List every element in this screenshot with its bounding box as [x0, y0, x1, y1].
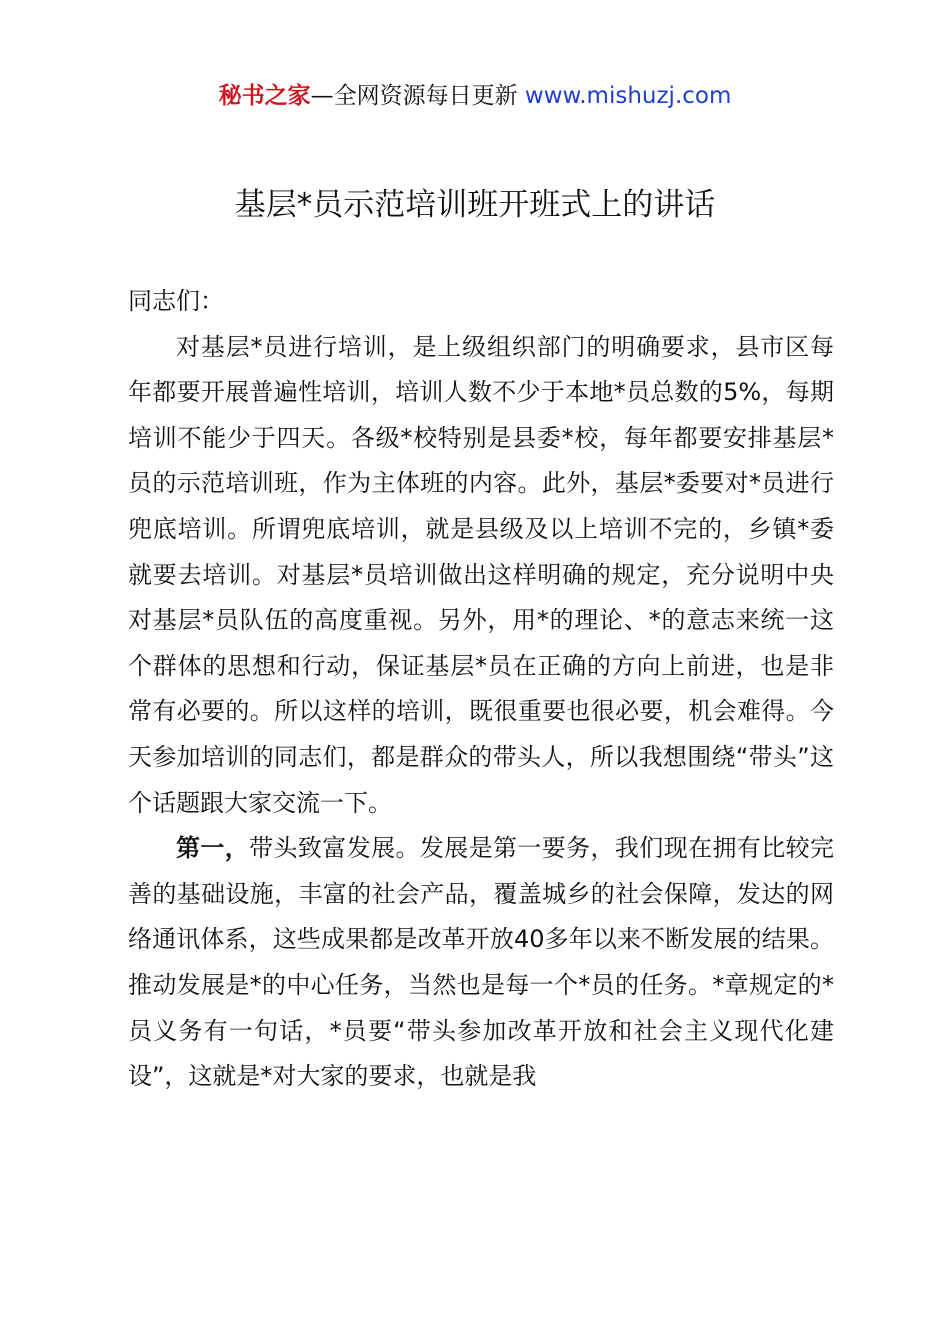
paragraph-2-text: 带头致富发展。发展是第一要务，我们现在拥有比较完善的基础设施，丰富的社会产品，覆盖城乡的社会保障，发达的网络通讯体系，这些成果都是改革开放40多年以来不断发展的结果。推动发展是*的中心任务，当然也是每一个*员的任务。*章规定的*员义务有一句话，*员要“带头参加改革开放和社会主义现代化建设”，这就是*对大家的要求，也就是我 — [128, 834, 835, 1091]
site-url-link[interactable]: www.mishuzj.com — [524, 83, 732, 109]
document-title: 基层*员示范培训班开班式上的讲话 — [234, 187, 716, 223]
site-header — [0, 80, 950, 112]
paragraph-2 — [128, 826, 834, 1100]
paragraph-2-lead: 第一， — [176, 834, 250, 863]
document-body — [128, 279, 834, 1100]
site-brand: 秘书之家 — [218, 83, 311, 109]
salutation: 同志们： — [128, 287, 224, 315]
paragraph-1: 对基层*员进行培训，是上级组织部门的明确要求，县市区每年都要开展普遍性培训，培训人数不少于本地*员总数的5%，每期培训不能少于四天。各级*校特别是县委*校，每年都要安排基层*员的示范培训班，作为主体班的内容。此外，基层*委要对*员进行兜底培训。所谓兜底培训，就是县级及以上培训不完的，乡镇*委就要去培训。对基层*员培训做出这样明确的规定，充分说明中央对基层*员队伍的高度重视。另外，用*的理论、*的意志来统一这个群体的思想和行动，保证基层*员在正确的方向上前进，也是非常有必要的。所以这样的培训，既很重要也很必要，机会难得。今天参加培训的同志们，都是群众的带头人，所以我想围绕“带头”这个话题跟大家交流一下。 — [128, 332, 834, 817]
site-tagline: —全网资源每日更新 — [310, 83, 525, 109]
